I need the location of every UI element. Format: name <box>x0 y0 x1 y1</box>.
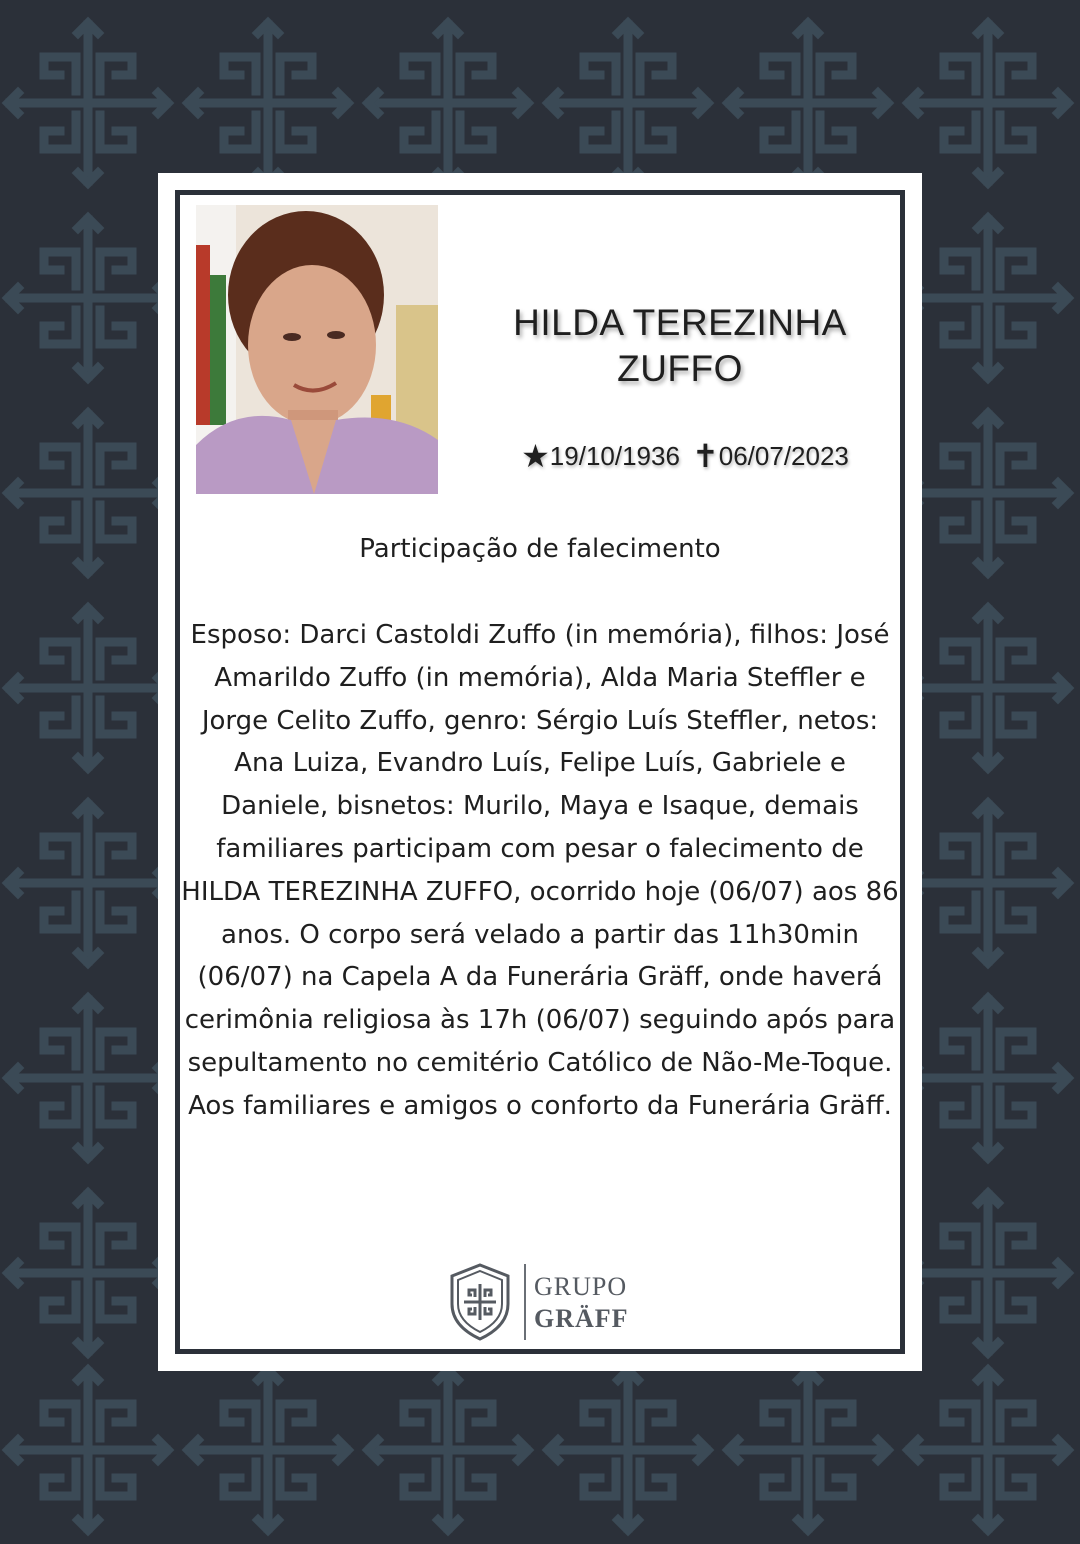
portrait-photo <box>196 205 438 494</box>
deceased-name <box>470 300 890 392</box>
grupo-graff-logo <box>448 1262 648 1342</box>
name-line-2: ZUFFO <box>617 348 743 389</box>
notice-paragraph: Esposo: Darci Castoldi Zuffo (in memória), filhos: José Amarildo Zuffo (in memória), Alda Maria Steffler e Jorge Celito Zuffo, genro: Sérgio Luís Steffler, netos: Ana Luiza, Evandro Luís, Felipe Luís, Gabriele e Daniele, bisnetos: Murilo, Maya e Isaque, demais familiares participam com pesar o falecimento de HILDA TEREZINHA ZUFFO, ocorrido hoje (06/07) aos 86 anos. O corpo será velado a partir das 11h30min (06/07) na Capela A da Funerária Gräff, onde haverá cerimônia religiosa às 17h (06/07) seguindo após para sepultamento no cemitério Católico de Não-Me-Toque. <box>181 620 899 1078</box>
name-line-1: HILDA TEREZINHA <box>513 302 847 343</box>
star-icon: ★ <box>521 438 550 474</box>
life-dates <box>470 436 900 476</box>
notice-body <box>181 614 899 1128</box>
notice-title: Participação de falecimento <box>359 534 721 564</box>
brand-line-1: GRUPO <box>534 1272 628 1301</box>
logo-divider <box>524 1264 526 1340</box>
death-date: 06/07/2023 <box>718 441 849 471</box>
cross-icon: ✝ <box>691 438 719 474</box>
brand-line-2: GRÄFF <box>534 1304 629 1333</box>
notice-closing: Aos familiares e amigos o conforto da Funerária Gräff. <box>188 1090 892 1121</box>
cross-shield-icon <box>448 1262 512 1342</box>
birth-date: 19/10/1936 <box>549 441 680 471</box>
